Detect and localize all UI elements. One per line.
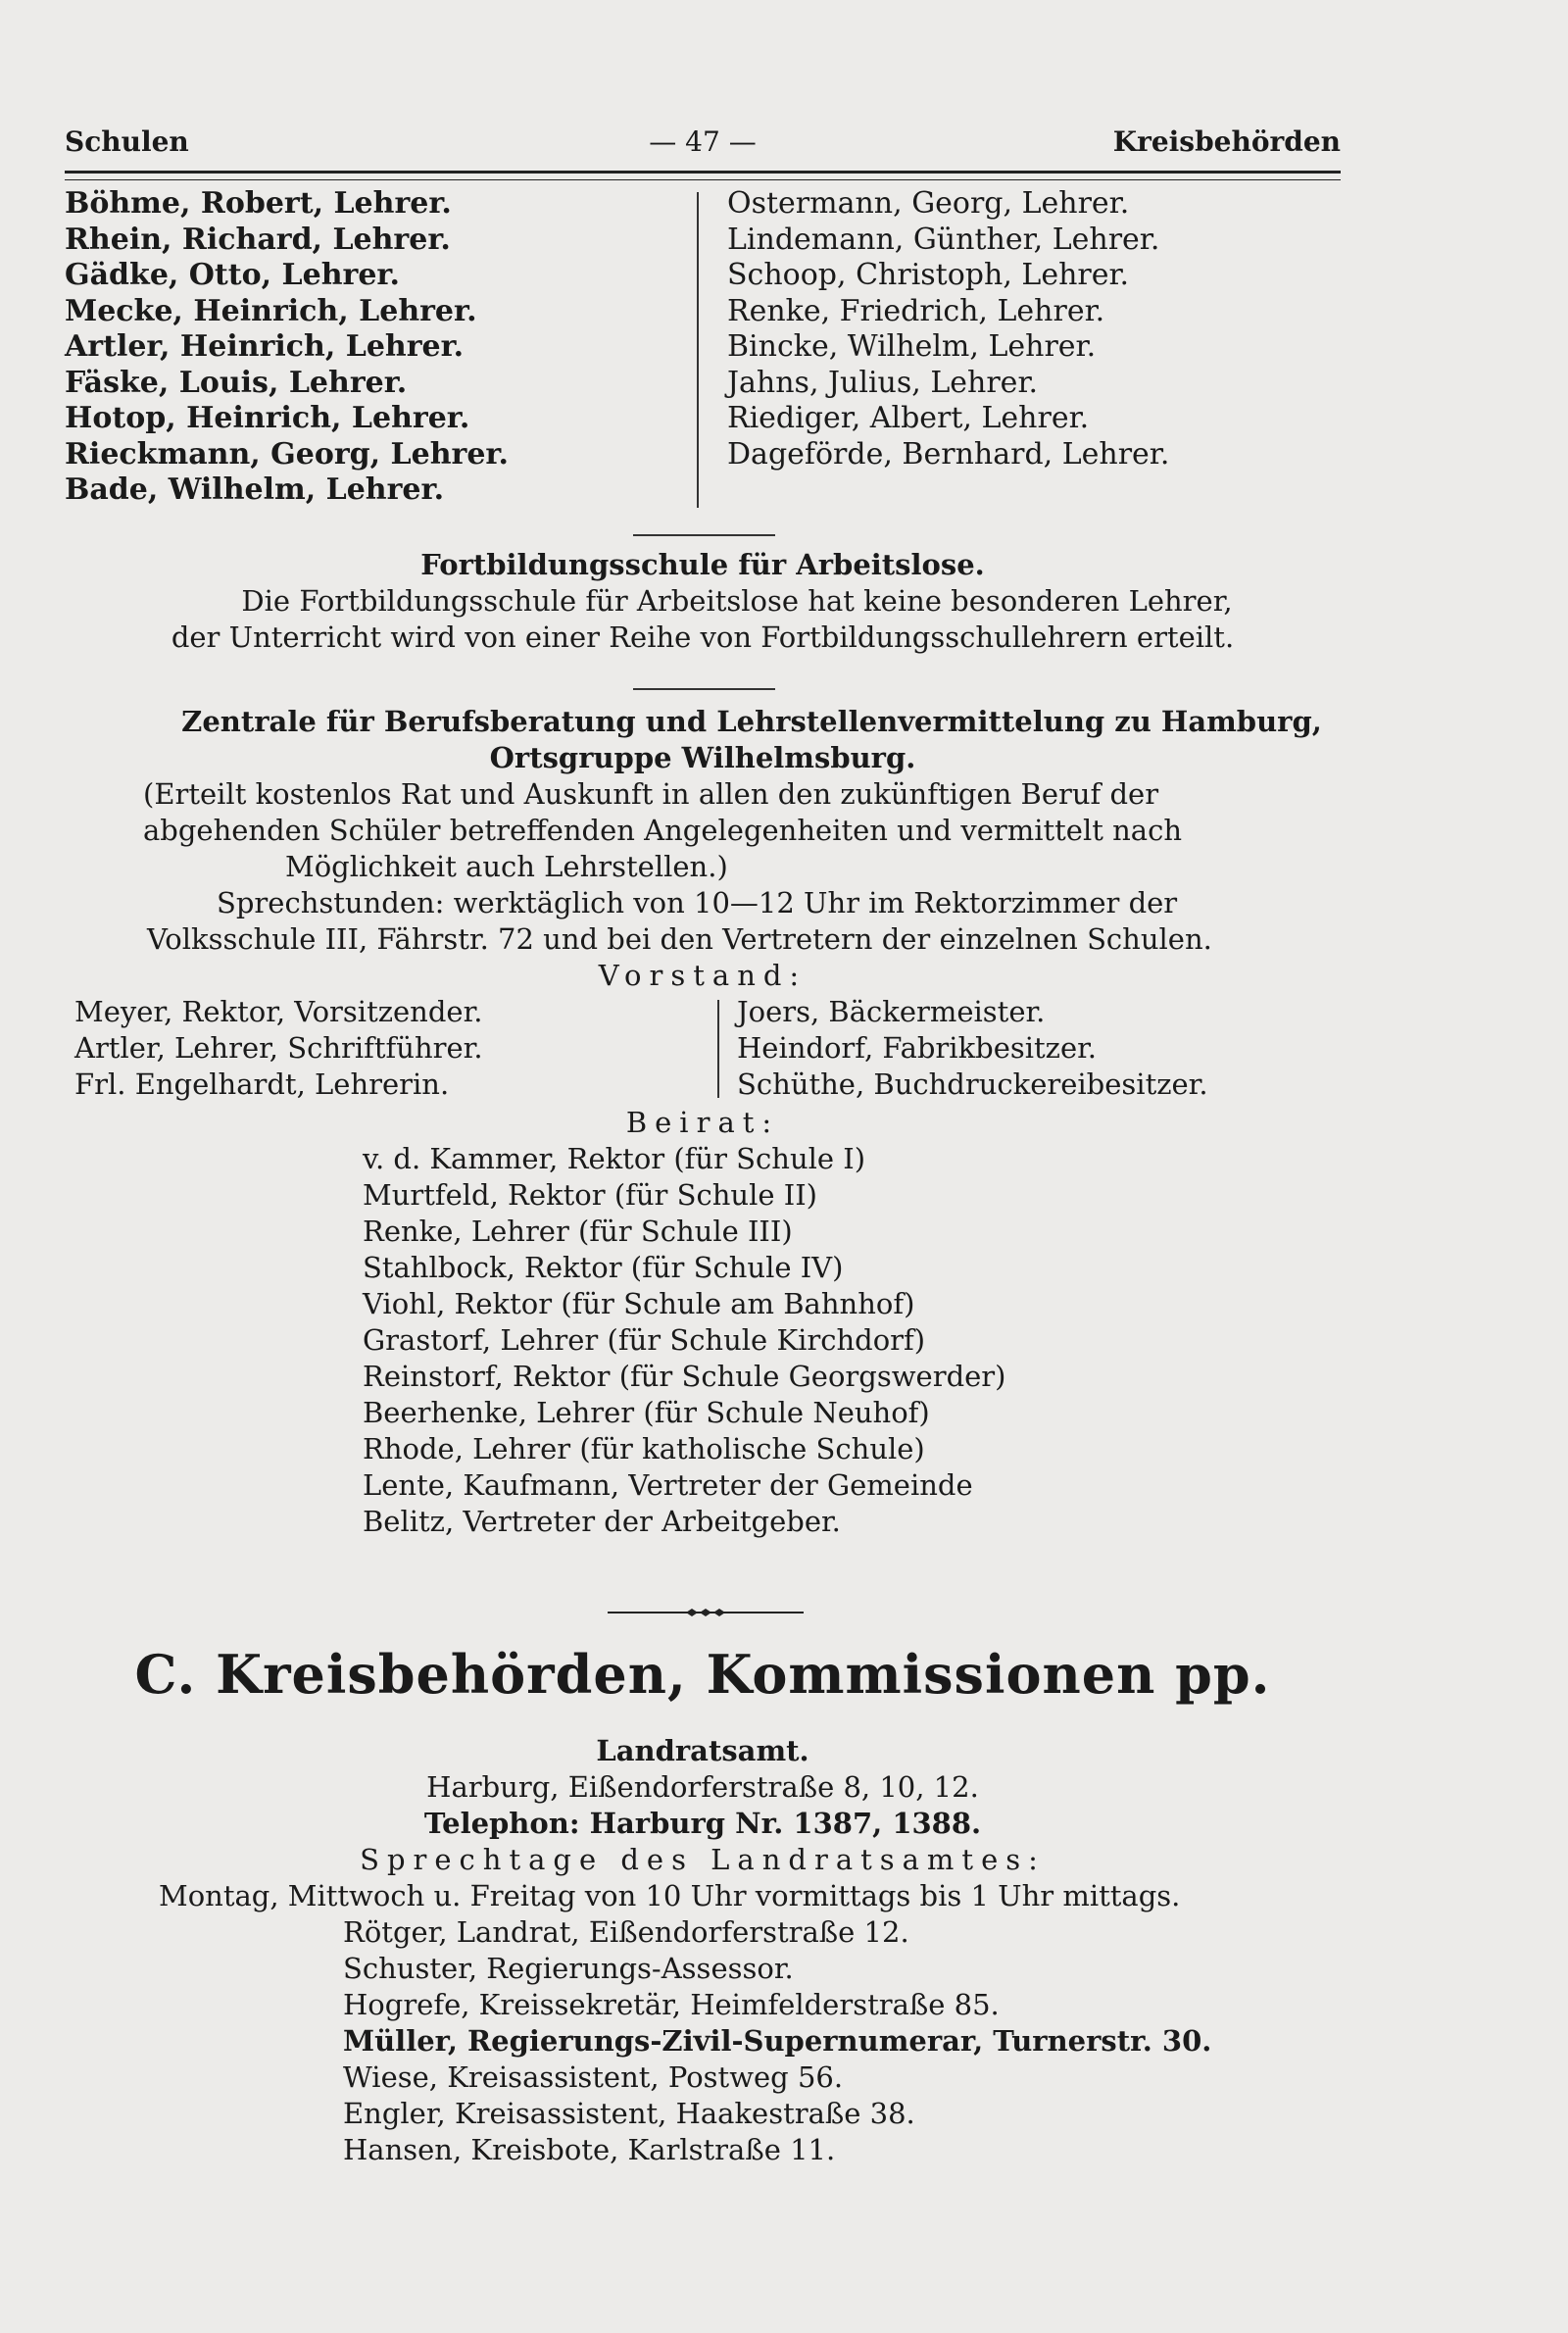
list-item: Wiese, Kreisassistent, Postweg 56. bbox=[343, 2060, 844, 2094]
column-divider bbox=[717, 1000, 719, 1098]
landratsamt-section bbox=[65, 1733, 1341, 2168]
section-divider bbox=[633, 534, 775, 536]
list-item: Hotop, Heinrich, Lehrer. bbox=[65, 401, 470, 435]
paragraph-line: Möglichkeit auch Lehrstellen.) bbox=[285, 850, 728, 883]
list-item: Reinstorf, Rektor (für Schule Georgswerder) bbox=[363, 1360, 1006, 1393]
list-item: Gädke, Otto, Lehrer. bbox=[65, 258, 400, 292]
section-title: Zentrale für Berufsberatung und Lehrstellenvermittelung zu Hamburg, bbox=[181, 705, 1322, 738]
list-item: Müller, Regierungs-Zivil-Supernumerar, Turnerstr. 30. bbox=[343, 2024, 1212, 2058]
list-item: Hogrefe, Kreissekretär, Heimfelderstraße 85. bbox=[343, 1988, 1000, 2021]
list-item: Rhode, Lehrer (für katholische Schule) bbox=[363, 1432, 925, 1465]
list-item: Artler, Lehrer, Schriftführer. bbox=[74, 1031, 483, 1065]
fortbildung-section bbox=[65, 547, 1341, 656]
list-item: Bincke, Wilhelm, Lehrer. bbox=[727, 329, 1097, 364]
header-right: Kreisbehörden bbox=[1112, 125, 1341, 158]
list-item: Rhein, Richard, Lehrer. bbox=[65, 222, 451, 257]
list-item: Hansen, Kreisbote, Karlstraße 11. bbox=[343, 2133, 836, 2166]
list-item: Schuster, Regierungs-Assessor. bbox=[343, 1952, 794, 1985]
list-item: Murtfeld, Rektor (für Schule II) bbox=[363, 1178, 817, 1212]
list-item: v. d. Kammer, Rektor (für Schule I) bbox=[363, 1142, 866, 1175]
section-subtitle: Landratsamt. bbox=[596, 1734, 809, 1767]
list-item: Schoop, Christoph, Lehrer. bbox=[727, 258, 1130, 292]
list-item: Renke, Friedrich, Lehrer. bbox=[727, 293, 1105, 328]
vorstand-label: Vorstand: bbox=[598, 959, 808, 992]
paragraph-line: Volksschule III, Fährstr. 72 und bei den Vertretern der einzelnen Schulen. bbox=[147, 922, 1212, 956]
list-item: Grastorf, Lehrer (für Schule Kirchdorf) bbox=[363, 1323, 926, 1357]
ornament-divider bbox=[608, 1608, 804, 1617]
header-left: Schulen bbox=[65, 125, 189, 158]
list-item: Renke, Lehrer (für Schule III) bbox=[363, 1215, 793, 1248]
list-item: Rieckmann, Georg, Lehrer. bbox=[65, 436, 509, 472]
column-divider bbox=[697, 192, 699, 508]
section-divider bbox=[633, 688, 775, 690]
list-item: Meyer, Rektor, Vorsitzender. bbox=[74, 995, 483, 1028]
list-item: Joers, Bäckermeister. bbox=[737, 995, 1046, 1028]
list-item: Engler, Kreisassistent, Haakestraße 38. bbox=[343, 2097, 915, 2130]
list-item: Artler, Heinrich, Lehrer. bbox=[65, 329, 465, 364]
list-item: Heindorf, Fabrikbesitzer. bbox=[737, 1031, 1098, 1065]
list-item: Schüthe, Buchdruckereibesitzer. bbox=[737, 1067, 1208, 1101]
beirat-label: Beirat: bbox=[625, 1106, 780, 1139]
section-c bbox=[65, 1643, 1341, 1706]
list-item: Frl. Engelhardt, Lehrerin. bbox=[74, 1067, 450, 1101]
list-item: Jahns, Julius, Lehrer. bbox=[727, 365, 1039, 400]
page-number: — 47 — bbox=[649, 125, 757, 158]
telephone-line: Telephon: Harburg Nr. 1387, 1388. bbox=[423, 1807, 982, 1840]
sprechtage-label: Sprechtage des Landratsamtes: bbox=[360, 1843, 1046, 1876]
list-item: Böhme, Robert, Lehrer. bbox=[65, 186, 452, 221]
list-item: Ostermann, Georg, Lehrer. bbox=[727, 186, 1130, 221]
teacher-list-right bbox=[727, 186, 1335, 472]
list-item: Dageförde, Bernhard, Lehrer. bbox=[727, 436, 1170, 472]
vorstand-left bbox=[74, 994, 702, 1103]
address-line: Harburg, Eißendorferstraße 8, 10, 12. bbox=[426, 1770, 979, 1804]
list-item: Mecke, Heinrich, Lehrer. bbox=[65, 293, 477, 328]
paragraph-line: (Erteilt kostenlos Rat und Auskunft in allen den zukünftigen Beruf der bbox=[143, 777, 1159, 811]
paragraph-line: Die Fortbildungsschule für Arbeitslose hat keine besonderen Lehrer, bbox=[241, 584, 1233, 618]
list-item: Viohl, Rektor (für Schule am Bahnhof) bbox=[363, 1287, 915, 1320]
sprechtage-line: Montag, Mittwoch u. Freitag von 10 Uhr vormittags bis 1 Uhr mittags. bbox=[159, 1879, 1181, 1912]
list-item: Lindemann, Günther, Lehrer. bbox=[727, 222, 1160, 257]
list-item: Lente, Kaufmann, Vertreter der Gemeinde bbox=[363, 1468, 973, 1502]
zentrale-section bbox=[65, 704, 1341, 994]
teacher-list-left bbox=[65, 186, 672, 509]
list-item: Bade, Wilhelm, Lehrer. bbox=[65, 472, 445, 507]
list-item: Rötger, Landrat, Eißendorferstraße 12. bbox=[343, 1915, 909, 1949]
beirat-section bbox=[65, 1105, 1341, 1540]
list-item: Fäske, Louis, Lehrer. bbox=[65, 365, 408, 400]
list-item: Stahlbock, Rektor (für Schule IV) bbox=[363, 1251, 844, 1284]
list-item: Riediger, Albert, Lehrer. bbox=[727, 401, 1090, 435]
paragraph-line: abgehenden Schüler betreffenden Angelegenheiten und vermittelt nach bbox=[143, 814, 1183, 847]
header-rule bbox=[65, 171, 1341, 180]
section-c-title: C. Kreisbehörden, Kommissionen pp. bbox=[134, 1643, 1271, 1706]
section-title: Fortbildungsschule für Arbeitslose. bbox=[420, 548, 985, 581]
list-item: Belitz, Vertreter der Arbeitgeber. bbox=[363, 1505, 841, 1538]
running-header bbox=[65, 125, 1341, 165]
list-item: Beerhenke, Lehrer (für Schule Neuhof) bbox=[363, 1396, 930, 1429]
paragraph-line: Sprechstunden: werktäglich von 10—12 Uhr im Rektorzimmer der bbox=[217, 886, 1178, 919]
vorstand-right bbox=[737, 994, 1325, 1103]
section-subtitle: Ortsgruppe Wilhelmsburg. bbox=[489, 741, 916, 774]
paragraph-line: der Unterricht wird von einer Reihe von Fortbildungsschullehrern erteilt. bbox=[171, 620, 1235, 654]
